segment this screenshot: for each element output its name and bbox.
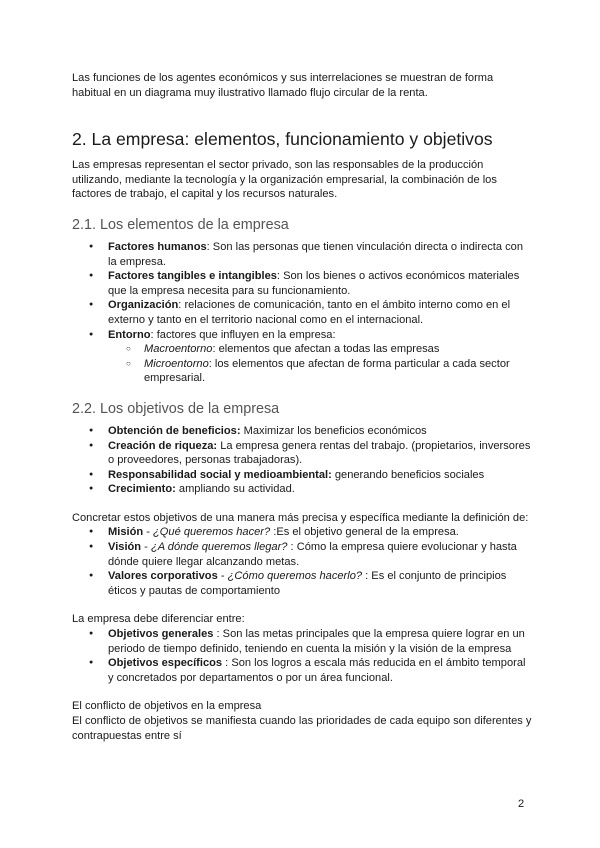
list-item: ● Objetivos específicos : Son los logros a escala más reducida en el ámbito temporal y concretados por departamentos o por un área funcional.	[72, 656, 532, 685]
section-2-1-heading: 2.1. Los elementos de la empresa	[72, 216, 289, 233]
diferenciar-paragraph: La empresa debe diferenciar entre:	[72, 613, 245, 626]
page-number: 2	[518, 798, 525, 810]
section-2-2-heading: 2.2. Los objetivos de la empresa	[72, 400, 280, 417]
entorno-sublist	[108, 342, 532, 386]
list-item: ● Objetivos generales : Son las metas principales que la empresa quiere lograr en un periodo de tiempo definido, teniendo en cuenta la misión y la visión de la empresa	[72, 627, 532, 656]
list-item: ● Valores corporativos - ¿Cómo queremos hacerlo? : Es el conjunto de principios éticos y pautas de comportamiento	[72, 569, 532, 598]
list-item: ● Responsabilidad social y medioambiental: generando beneficios sociales	[72, 468, 532, 483]
document-page	[72, 71, 532, 743]
objectives-list	[72, 424, 532, 497]
section-2-heading: 2. La empresa: elementos, funcionamiento y objetivos	[72, 129, 493, 150]
list-item: ● Obtención de beneficios: Maximizar los beneficios económicos	[72, 424, 532, 439]
conflicto-title: El conflicto de objetivos en la empresa	[72, 700, 262, 713]
list-item: ● Creación de riqueza: La empresa genera rentas del trabajo. (propietarios, inversores o proveedores, personas trabajadoras).	[72, 439, 532, 468]
list-item: ● Misión - ¿Qué queremos hacer? :Es el objetivo general de la empresa.	[72, 525, 532, 540]
list-item: ● Factores humanos: Son las personas que tienen vinculación directa o indirecta con la empresa.	[72, 240, 532, 269]
elements-list	[72, 240, 532, 386]
list-item: ● Visión - ¿A dónde queremos llegar? : Cómo la empresa quiere evolucionar y hasta dónde quiere llegar alcanzando metas.	[72, 540, 532, 569]
sub-list-item: ○ Macroentorno: elementos que afectan a todas las empresas	[108, 342, 532, 357]
list-item: ● Organización: relaciones de comunicación, tanto en el ámbito interno como en el externo y tanto en el territorio nacional como en el internacional.	[72, 298, 532, 327]
section-2-body: Las empresas representan el sector privado, son las responsables de la producción utilizando, mediante la tecnología y la organización empresarial, la combinación de los factores de trabajo, el capital y los recursos naturales.	[72, 159, 497, 201]
intro-paragraph: Las funciones de los agentes económicos y sus interrelaciones se muestran de forma habitual en un diagrama muy ilustrativo llamado flujo circular de la renta.	[72, 72, 494, 99]
list-item: ● Crecimiento: ampliando su actividad.	[72, 482, 532, 497]
list-item: ● Factores tangibles e intangibles: Son los bienes o activos económicos materiales que la empresa necesita para su funcionamiento.	[72, 269, 532, 298]
concretar-paragraph: Concretar estos objetivos de una manera más precisa y específica mediante la definición de:	[72, 511, 529, 524]
list-item: ● Entorno: factores que influyen en la empresa: ○ Macroentorno: elementos que afectan a todas las empresas ○ Microentorno: los elementos que afectan de forma particular a cada sector empresarial.	[72, 328, 532, 386]
definitions-list	[72, 525, 532, 598]
conflicto-body: El conflicto de objetivos se manifiesta cuando las prioridades de cada equipo son diferentes y contrapuestas entre sí	[72, 715, 532, 742]
objetivos-types-list	[72, 627, 532, 685]
sub-list-item: ○ Microentorno: los elementos que afectan de forma particular a cada sector empresarial.	[108, 357, 532, 386]
